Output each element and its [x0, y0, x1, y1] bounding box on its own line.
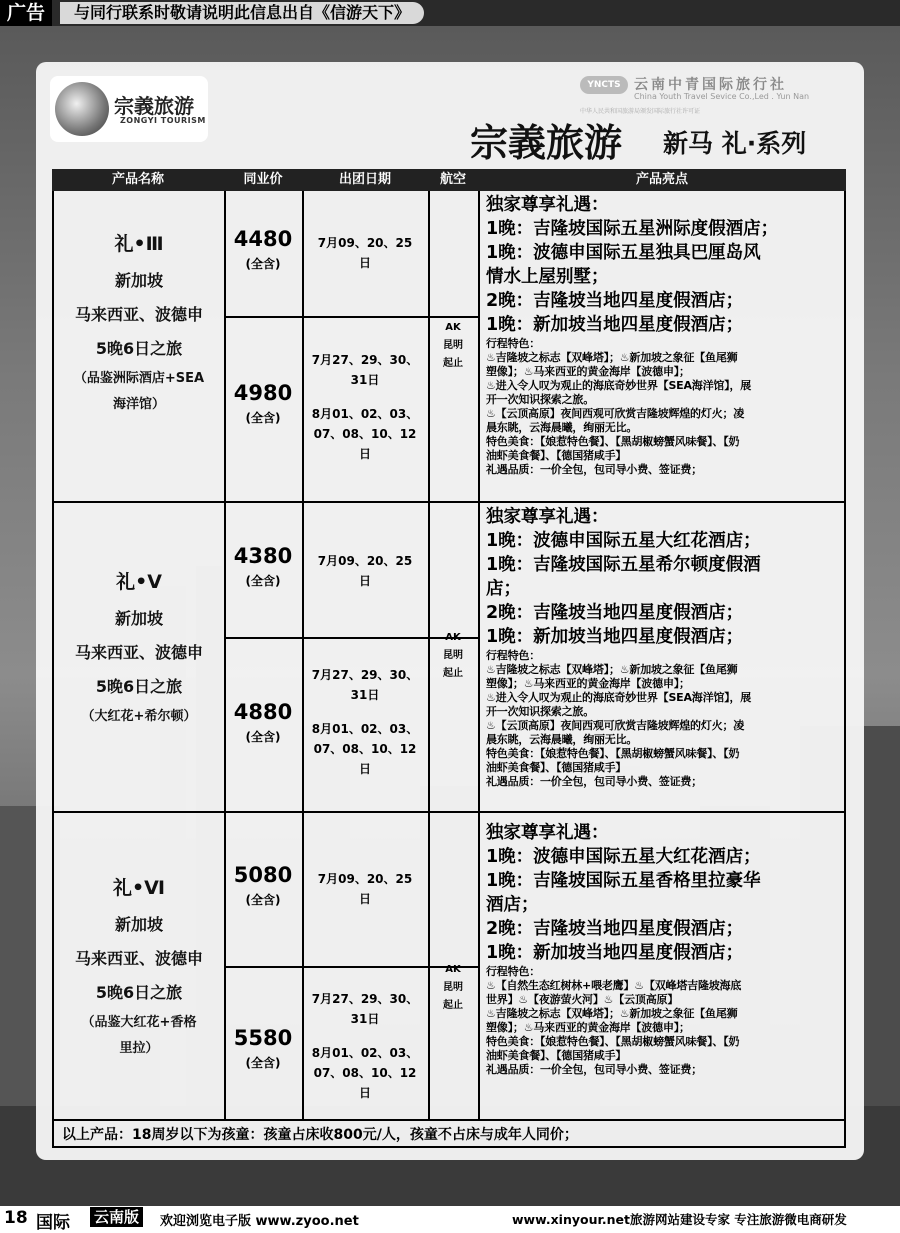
highlight-line: 酒店；: [486, 895, 539, 915]
children-price-note: 以上产品：18周岁以下为孩童：孩童占床收800元/人，孩童不占床与成年人同价；: [62, 1127, 578, 1143]
product-name: 礼•Ⅴ: [116, 571, 162, 593]
airline-code: AK: [445, 964, 461, 975]
highlight-line: 2晚：吉隆坡当地四星度假酒店；: [486, 919, 744, 939]
product-table: [52, 169, 846, 1148]
dates-line: 07、08、10、12: [313, 427, 417, 441]
brand-title: 宗義旅游: [470, 121, 623, 165]
itinerary-line: 行程特色：: [486, 649, 540, 662]
price-value: 4480: [233, 227, 293, 251]
highlight-line: 情水上屋别墅；: [486, 267, 609, 287]
dates-line: 07、08、10、12: [313, 1066, 417, 1080]
page-number: 18: [4, 1208, 28, 1228]
product-name-cell: [54, 873, 224, 1062]
dates-cell: [302, 350, 428, 464]
agency-license: 中华人民共和国旅游局颁发国际旅行社许可证: [580, 108, 701, 115]
product-dest2: 马来西亚、波德申: [74, 949, 203, 968]
itinerary-line: ♨进入令人叹为观止的海底奇妙世界【SEA海洋馆】，展: [486, 379, 752, 392]
agency-name-en: China Youth Travel Sevice Co.,Led . Yun Nan: [634, 92, 810, 101]
highlights-cell: [480, 505, 844, 789]
dates-line: 日: [358, 447, 371, 461]
agency-name-cn: 云南中青国际旅行社: [634, 77, 787, 93]
itinerary-line: 礼遇品质：一价全包，包司导小费、签证费；: [486, 1063, 702, 1076]
itinerary-line: ♨【云顶高原】夜间西观可欣赏吉隆坡辉煌的灯火；凌: [486, 407, 745, 420]
highlights-cell: [480, 821, 844, 1077]
dates-line: 日: [358, 892, 371, 906]
highlight-line: 1晚：波德申国际五星大红花酒店；: [486, 847, 761, 867]
product-name-cell: [54, 229, 224, 418]
product-duration: 5晚6日之旅: [95, 677, 183, 696]
product-name: 礼•Ⅵ: [112, 877, 166, 899]
dates-cell: [302, 869, 428, 909]
dates-line: 8月01、02、03、: [311, 407, 419, 421]
airline-note: 起止: [443, 668, 463, 679]
dates-line: 31日: [350, 688, 380, 702]
itinerary-line: 开一次知识探索之旅。: [486, 705, 594, 718]
footprint-logo-icon: [55, 82, 109, 136]
itinerary-line: ♨【自然生态红树林+喂老鹰】♨【双峰塔吉隆坡海底: [486, 979, 742, 992]
company-logo: [50, 76, 208, 142]
itinerary-line: 行程特色：: [486, 337, 540, 350]
highlights-title: 独家尊享礼遇：: [486, 823, 609, 843]
itinerary-line: 礼遇品质：一价全包，包司导小费、签证费；: [486, 775, 702, 788]
price-cell: [224, 1026, 302, 1071]
price-inclusive: (全含): [245, 893, 281, 907]
dates-line: 8月01、02、03、: [311, 1046, 419, 1060]
price-cell: [224, 700, 302, 745]
dates-line: 7月27、29、30、: [311, 353, 419, 367]
airline-city: 昆明: [443, 650, 463, 661]
product-dest1: 新加坡: [114, 609, 163, 628]
price-cell: [224, 381, 302, 426]
dates-cell: [302, 233, 428, 273]
airline-cell: [428, 319, 478, 373]
product-note: （品鉴大红花+香格: [81, 1015, 197, 1030]
highlight-line: 1晚：吉隆坡国际五星香格里拉豪华: [486, 871, 761, 891]
price-inclusive: (全含): [245, 411, 281, 425]
header-highlights: 产品亮点: [478, 169, 846, 191]
dates-cell: [302, 665, 428, 779]
dates-cell: [302, 551, 428, 591]
dates-line: 日: [358, 256, 371, 270]
highlight-line: 1晚：波德申国际五星大红花酒店；: [486, 531, 761, 551]
airline-note: 起止: [443, 1000, 463, 1011]
dates-line: 7月09、20、25: [317, 236, 413, 250]
product-note-cont: 海洋馆）: [112, 397, 165, 412]
itinerary-line: 晨东眺，云海晨曦，绚丽无比。: [486, 421, 638, 434]
dates-line: 7月27、29、30、: [311, 668, 419, 682]
itinerary-line: 行程特色：: [486, 965, 540, 978]
itinerary-line: 塑像】；♨马来西亚的黄金海岸【波德申】；: [486, 365, 690, 378]
dates-line: 日: [358, 762, 371, 776]
edition-tag: 云南版: [90, 1207, 143, 1227]
logo-name-en: ZONGYI TOURISM: [120, 116, 206, 125]
highlight-line: 2晚：吉隆坡当地四星度假酒店；: [486, 603, 744, 623]
dates-line: 7月27、29、30、: [311, 992, 419, 1006]
airline-city: 昆明: [443, 340, 463, 351]
itinerary-line: 特色美食：【娘惹特色餐】、【黑胡椒螃蟹风味餐】、【奶: [486, 747, 740, 760]
price-value: 4380: [233, 544, 293, 568]
itinerary-line: 开一次知识探索之旅。: [486, 393, 594, 406]
airline-code: AK: [445, 632, 461, 643]
dates-line: 07、08、10、12: [313, 742, 417, 756]
header-product-name: 产品名称: [52, 169, 224, 191]
price-cell: [224, 863, 302, 908]
itinerary-line: 晨东眺，云海晨曦，绚丽无比。: [486, 733, 638, 746]
product-name-cell: [54, 567, 224, 730]
product-dest1: 新加坡: [114, 271, 163, 290]
highlight-line: 2晚：吉隆坡当地四星度假酒店；: [486, 291, 744, 311]
product-dest2: 马来西亚、波德申: [74, 643, 203, 662]
itinerary-line: 塑像】；♨马来西亚的黄金海岸【波德申】；: [486, 677, 690, 690]
highlight-line: 1晚：波德申国际五星独具巴厘岛风: [486, 243, 761, 263]
itinerary-line: ♨吉隆坡之标志【双峰塔】；♨新加坡之象征【鱼尾狮: [486, 351, 738, 364]
product-note-cont: 里拉）: [119, 1041, 159, 1056]
ad-tag: 广告: [0, 0, 52, 26]
itinerary-line: ♨进入令人叹为观止的海底奇妙世界【SEA海洋馆】，展: [486, 691, 752, 704]
itinerary-line: ♨吉隆坡之标志【双峰塔】；♨新加坡之象征【鱼尾狮: [486, 1007, 738, 1020]
series-title: 新马 礼·系列: [663, 129, 807, 158]
footer-ad-text: www.xinyour.net旅游网站建设专家 专注旅游微电商研发: [512, 1212, 847, 1227]
itinerary-line: 塑像】；♨马来西亚的黄金海岸【波德申】；: [486, 1021, 690, 1034]
itinerary-line: ♨【云顶高原】夜间西观可欣赏吉隆坡辉煌的灯火；凌: [486, 719, 745, 732]
price-inclusive: (全含): [245, 1056, 281, 1070]
airline-note: 起止: [443, 358, 463, 369]
price-cell: [224, 227, 302, 272]
price-inclusive: (全含): [245, 574, 281, 588]
highlights-title: 独家尊享礼遇：: [486, 507, 609, 527]
highlights-title: 独家尊享礼遇：: [486, 195, 609, 215]
highlight-line: 1晚：新加坡当地四星度假酒店；: [486, 315, 744, 335]
page-footer: [0, 1206, 900, 1233]
header-price: 同业价: [224, 169, 302, 191]
price-value: 5580: [233, 1026, 293, 1050]
highlights-cell: [480, 193, 844, 477]
top-banner: [0, 0, 900, 26]
product-dest1: 新加坡: [114, 915, 163, 934]
dates-line: 31日: [350, 1012, 380, 1026]
highlight-line: 1晚：吉隆坡国际五星希尔顿度假酒: [486, 555, 761, 575]
itinerary-line: 礼遇品质：一价全包，包司导小费、签证费；: [486, 463, 702, 476]
highlight-line: 店；: [486, 579, 521, 599]
itinerary-line: 特色美食：【娘惹特色餐】、【黑胡椒螃蟹风味餐】、【奶: [486, 435, 740, 448]
product-note: （品鉴洲际酒店+SEA: [73, 371, 205, 386]
product-note: （大红花+希尔顿）: [81, 709, 197, 724]
dates-line: 31日: [350, 373, 380, 387]
dates-line: 7月09、20、25: [317, 554, 413, 568]
airline-cell: [428, 629, 478, 683]
price-value: 4980: [233, 381, 293, 405]
itinerary-line: ♨吉隆坡之标志【双峰塔】；♨新加坡之象征【鱼尾狮: [486, 663, 738, 676]
dates-cell: [302, 989, 428, 1103]
logo-name-cn: 宗義旅游: [114, 94, 194, 118]
highlight-line: 1晚：吉隆坡国际五星洲际度假酒店；: [486, 219, 779, 239]
ad-source-note: 与同行联系时敬请说明此信息出自《信游天下》: [60, 2, 424, 24]
product-dest2: 马来西亚、波德申: [74, 305, 203, 324]
agency-badge: YNCTS: [580, 76, 628, 94]
highlight-line: 1晚：新加坡当地四星度假酒店；: [486, 943, 744, 963]
itinerary-line: 油虾美食餐】、【德国猪咸手】: [486, 761, 627, 774]
airline-cell: [428, 961, 478, 1015]
dates-line: 8月01、02、03、: [311, 722, 419, 736]
price-value: 4880: [233, 700, 293, 724]
itinerary-line: 油虾美食餐】、【德国猪咸手】: [486, 449, 627, 462]
price-inclusive: (全含): [245, 730, 281, 744]
highlight-line: 1晚：新加坡当地四星度假酒店；: [486, 627, 744, 647]
dates-line: 日: [358, 574, 371, 588]
product-duration: 5晚6日之旅: [95, 983, 183, 1002]
airline-code: AK: [445, 322, 461, 333]
header-dates: 出团日期: [302, 169, 428, 191]
product-duration: 5晚6日之旅: [95, 339, 183, 358]
itinerary-line: 特色美食：【娘惹特色餐】、【黑胡椒螃蟹风味餐】、【奶: [486, 1035, 740, 1048]
section-label: 国际: [36, 1213, 70, 1233]
itinerary-line: 世界】♨【夜游萤火河】♨【云顶高原】: [486, 993, 679, 1006]
footer-site-link[interactable]: 欢迎浏览电子版 www.zyoo.net: [160, 1214, 359, 1229]
header-airline: 航空: [428, 169, 478, 191]
airline-city: 昆明: [443, 982, 463, 993]
price-value: 5080: [233, 863, 293, 887]
dates-line: 日: [358, 1086, 371, 1100]
dates-line: 7月09、20、25: [317, 872, 413, 886]
itinerary-line: 油虾美食餐】、【德国猪咸手】: [486, 1049, 627, 1062]
price-cell: [224, 544, 302, 589]
product-name: 礼•Ⅲ: [114, 233, 164, 255]
price-inclusive: (全含): [245, 257, 281, 271]
